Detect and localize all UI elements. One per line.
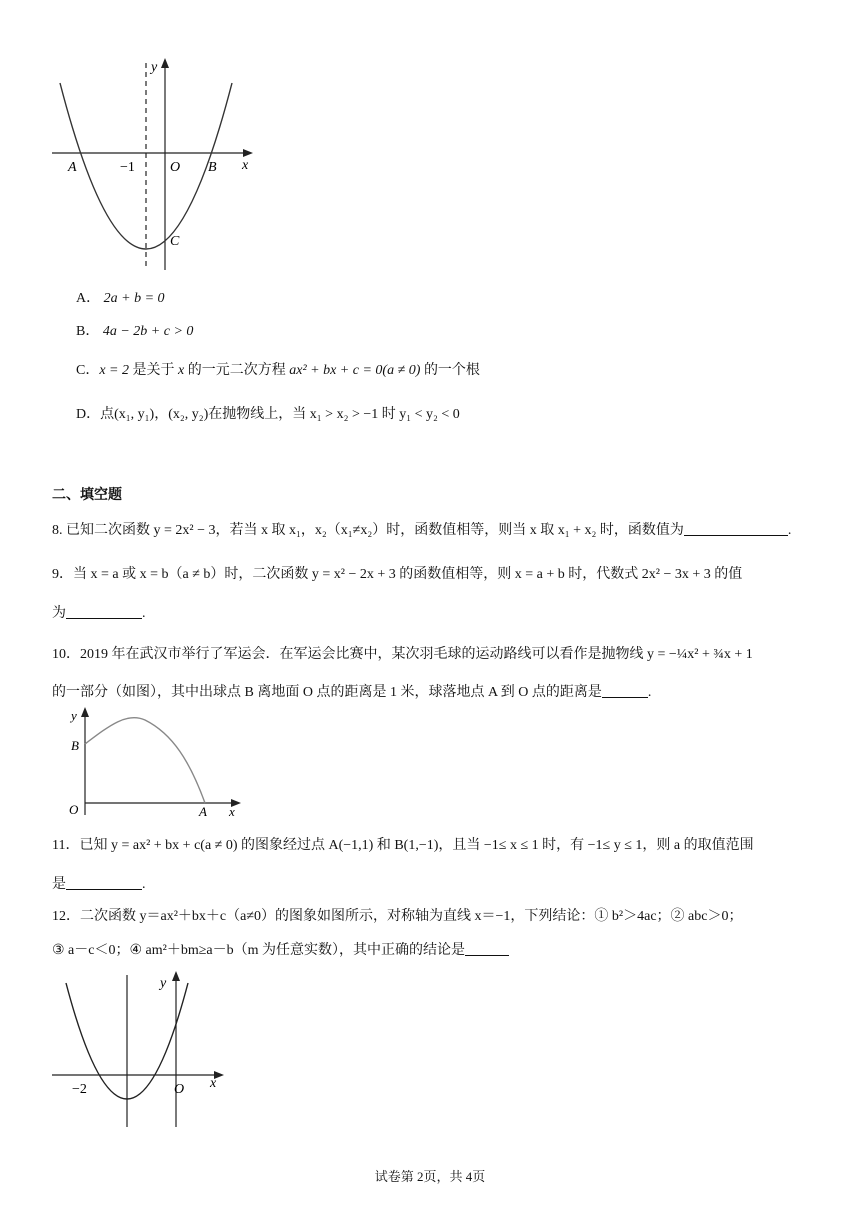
option-c-var: x <box>178 363 185 378</box>
tick-neg1-label: −1 <box>120 160 135 175</box>
question-10-text: 的一部分（如图），其中出球点 B 离地面 O 点的距离是 1 米，球落地点 A 到 O 点的距离是 <box>52 685 602 700</box>
question-10-end: . <box>647 685 652 700</box>
option-c-letter: C． <box>76 363 100 378</box>
question-11-line-2 <box>52 873 146 893</box>
option-d <box>76 403 460 423</box>
question-8-text: 8. 已知二次函数 y = 2x² − 3，若当 x 取 x₁，x₂（x₁≠x₂）时，函数值相等，则当 x 取 x₁ + x₂ 时，函数值为 <box>52 523 684 538</box>
point-b-label: B <box>208 160 217 175</box>
option-c-text1: 是关于 <box>129 363 179 378</box>
badminton-trajectory-figure <box>55 700 250 820</box>
option-a <box>76 287 165 307</box>
question-11-lead: 是 <box>52 877 66 892</box>
parabola-figure-3 <box>50 965 240 1130</box>
trajectory-curve <box>85 718 205 803</box>
question-8-end: . <box>787 523 792 538</box>
option-c-lead: x = 2 <box>99 363 130 378</box>
y-axis-label: y <box>71 708 77 723</box>
option-d-text: 点(x₁, y₁)，(x₂, y₂)在抛物线上，当 x₁ > x₂ > −1 时 y₁ < y₂ < 0 <box>100 407 460 422</box>
point-a-label: A <box>199 804 207 819</box>
question-10-line-2 <box>52 681 651 701</box>
option-c-text2: 的一元二次方程 <box>184 363 290 378</box>
question-9-line-1: 9．当 x = a 或 x = b（a ≠ b）时，二次函数 y = x² − 2x + 3 的函数值相等，则 x = a + b 时，代数式 2x² − 3x + 3 的值 <box>52 567 743 582</box>
question-11-end: . <box>142 877 146 892</box>
x-axis-label: x <box>242 158 249 173</box>
question-12-line-2 <box>52 939 509 959</box>
question-11-line-1: 11．已知 y = ax² + bx + c(a ≠ 0) 的图象经过点 A(−1,1) 和 B(1,−1)，且当 −1≤ x ≤ 1 时，有 −1≤ y ≤ 1，则 a 的取值范围 <box>52 838 754 853</box>
option-c-text3: 的一个根 <box>420 363 480 378</box>
option-d-letter: D． <box>76 407 101 422</box>
question-9-end: . <box>142 606 146 621</box>
answer-blank-10[interactable] <box>602 683 648 698</box>
option-b-expr: 4a − 2b + c > 0 <box>102 324 194 339</box>
question-9-lead: 为 <box>52 606 66 621</box>
option-b <box>76 320 193 340</box>
point-b-label: B <box>71 738 79 753</box>
x-axis-label: x <box>229 804 235 819</box>
origin-label: O <box>170 160 181 175</box>
x-axis-arrow <box>243 149 253 157</box>
point-c-label: C <box>170 234 180 249</box>
option-a-letter: A． <box>76 291 101 306</box>
question-9-line-2 <box>52 602 146 622</box>
answer-blank-8[interactable] <box>684 521 788 536</box>
question-12-line-1: 12．二次函数 y＝ax²＋bx＋c（a≠0）的图象如图所示，对称轴为直线 x＝−1，下列结论：① b²＞4ac；② abc＞0； <box>52 909 743 924</box>
y-axis-arrow <box>81 707 89 717</box>
option-c-equation: ax² + bx + c = 0(a ≠ 0) <box>289 363 421 378</box>
answer-blank-9[interactable] <box>66 604 142 619</box>
x-axis-label: x <box>210 1076 217 1091</box>
answer-blank-12[interactable] <box>465 941 509 956</box>
question-10-line-1: 10．2019 年在武汉市举行了军运会．在军运会比赛中，某次羽毛球的运动路线可以看作是抛物线 y = −¼x² + ¾x + 1 <box>52 647 753 662</box>
page-footer: 试卷第 2页，共 4页 <box>374 1169 486 1184</box>
question-12-text: ③ a－c＜0；④ am²＋bm≥a－b（m 为任意实数），其中正确的结论是 <box>52 943 466 958</box>
y-axis-arrow <box>161 58 169 68</box>
section-title: 二、填空题 <box>52 487 122 503</box>
y-axis-label: y <box>160 976 167 991</box>
option-a-expr: 2a + b = 0 <box>103 291 165 306</box>
point-a-label: A <box>68 160 77 175</box>
origin-label: O <box>69 802 79 817</box>
tick-neg2-label: −2 <box>72 1082 87 1097</box>
origin-label: O <box>174 1082 185 1097</box>
y-axis-label: y <box>151 60 158 75</box>
y-axis-arrow <box>172 971 180 981</box>
option-b-letter: B． <box>76 324 100 339</box>
parabola-figure-1 <box>50 55 260 275</box>
option-c <box>76 359 480 379</box>
question-8 <box>52 519 791 539</box>
answer-blank-11[interactable] <box>66 875 142 890</box>
